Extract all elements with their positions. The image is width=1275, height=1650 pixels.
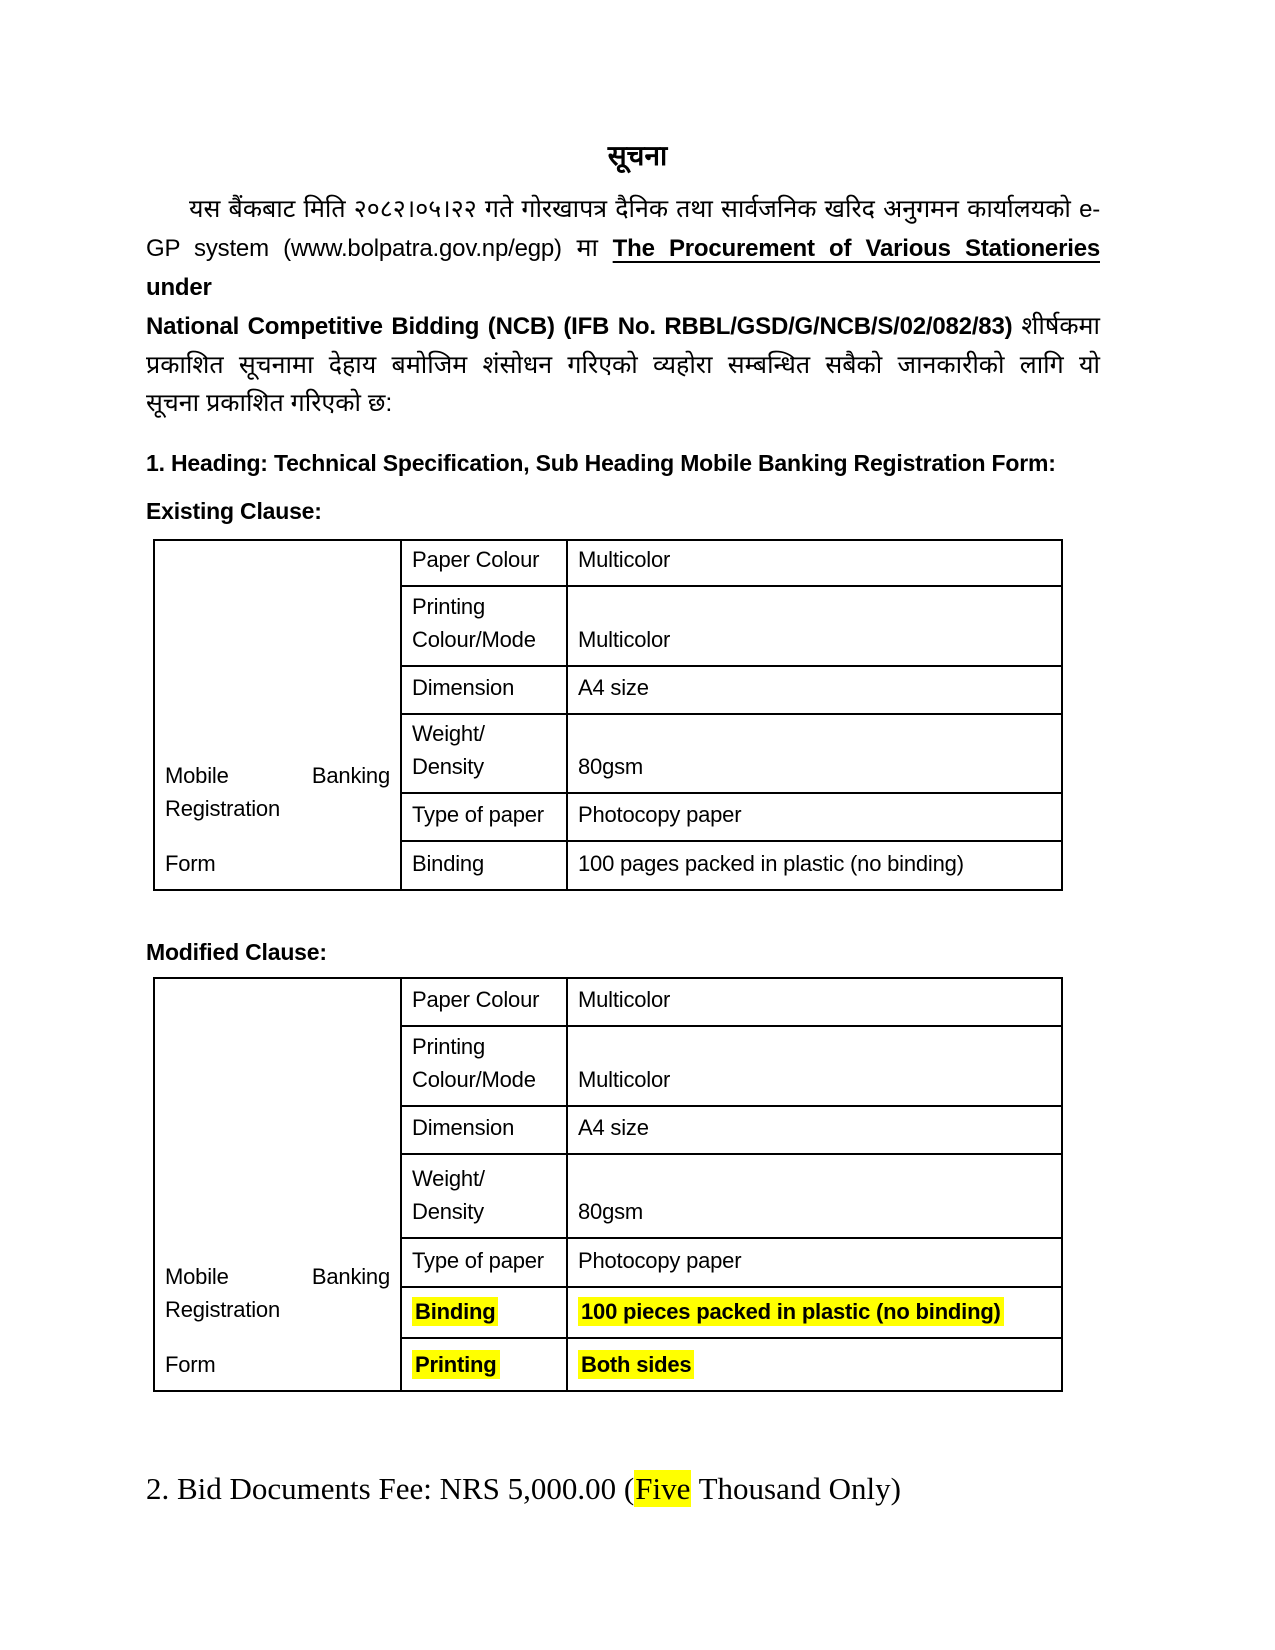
spec-label-cell: Paper Colour <box>401 540 567 586</box>
existing-clause-table <box>153 539 1063 891</box>
intro-line-2 <box>146 229 1100 307</box>
spec-label-cell: Paper Colour <box>401 978 567 1026</box>
intro-line2-nepali: मा <box>576 234 598 262</box>
spec-value-cell: Photocopy paper <box>567 1238 1062 1287</box>
highlighted-label: Binding <box>412 1297 498 1326</box>
intro-line-5 <box>146 384 1100 422</box>
procurement-title-underlined: The Procurement of Various Stationeries <box>612 235 1100 262</box>
highlighted-value: 100 pieces packed in plastic (no binding) <box>578 1297 1004 1326</box>
item-name-cell <box>154 540 401 890</box>
table-row <box>154 978 1062 1026</box>
intro-line-3 <box>146 307 1100 346</box>
page-title: सूचना <box>607 140 668 171</box>
ifb-number-text: National Competitive Bidding (NCB) (IFB No. RBBL/GSD/G/NCB/S/02/082/83) <box>146 313 1013 340</box>
bid-documents-fee-line <box>146 1468 1275 1510</box>
spec-value-cell: 80gsm <box>567 714 1062 793</box>
spec-label-cell: Printing Colour/Mode <box>401 1026 567 1106</box>
item-name-line1: Mobile Banking Registration <box>165 1264 390 1322</box>
spec-value-cell: Multicolor <box>567 1026 1062 1106</box>
spec-label-cell-highlighted <box>401 1338 567 1391</box>
spec-value-cell: Multicolor <box>567 978 1062 1026</box>
spec-label-cell: Binding <box>401 841 567 890</box>
spec-value-cell: 100 pages packed in plastic (no binding) <box>567 841 1062 890</box>
spec-value-cell: Multicolor <box>567 586 1062 666</box>
spec-value-cell: Photocopy paper <box>567 793 1062 841</box>
spec-label-cell: Weight/ Density <box>401 714 567 793</box>
fee-prefix: 2. Bid Documents Fee: NRS 5,000.00 ( <box>146 1471 635 1506</box>
spec-value-cell: Multicolor <box>567 540 1062 586</box>
modified-clause-label: Modified Clause: <box>146 939 327 965</box>
item-name-line2: Form <box>165 851 216 876</box>
fee-suffix: Thousand Only) <box>691 1471 901 1506</box>
intro-line1-latin: e- <box>1079 196 1101 223</box>
modified-clause-table <box>153 977 1063 1392</box>
intro-line5-nepali: सूचना प्रकाशित गरिएको छ: <box>146 389 393 417</box>
intro-line-4 <box>146 346 1100 384</box>
spec-label-cell: Type of paper <box>401 1238 567 1287</box>
intro-line2-bold-tail: under <box>146 274 212 301</box>
spec-value-cell-highlighted <box>567 1287 1062 1338</box>
existing-clause-label: Existing Clause: <box>146 498 322 524</box>
spec-value-cell: A4 size <box>567 1106 1062 1154</box>
intro-paragraph <box>146 190 1100 422</box>
item-name-line2: Form <box>165 1352 216 1377</box>
intro-line-1 <box>146 190 1100 229</box>
spec-label-cell: Dimension <box>401 1106 567 1154</box>
intro-line4-nepali: प्रकाशित सूचनामा देहाय बमोजिम शंसोधन गरिएको व्यहोरा सम्बन्धित सबैको जानकारीको लागि यो <box>146 351 1100 379</box>
spec-value-cell: A4 size <box>567 666 1062 714</box>
item-name-line1: Mobile Banking Registration <box>165 763 390 821</box>
intro-line1-nepali: यस बैंकबाट मिति २०८२।०५।२२ गते गोरखापत्र दैनिक तथा सार्वजनिक खरिद अनुगमन कार्यालयको <box>189 195 1071 223</box>
table-row <box>154 540 1062 586</box>
spec-label-cell: Weight/ Density <box>401 1154 567 1238</box>
spec-label-cell: Printing Colour/Mode <box>401 586 567 666</box>
fee-highlighted-word: Five <box>635 1471 691 1506</box>
intro-line3-nepali: शीर्षकमा <box>1021 312 1100 340</box>
section1-heading: 1. Heading: Technical Specification, Sub Heading Mobile Banking Registration Form: <box>146 450 1056 476</box>
spec-value-cell: 80gsm <box>567 1154 1062 1238</box>
item-name-cell <box>154 978 401 1391</box>
spec-label-cell: Type of paper <box>401 793 567 841</box>
highlighted-value: Both sides <box>578 1350 694 1379</box>
spec-label-cell-highlighted <box>401 1287 567 1338</box>
highlighted-label: Printing <box>412 1350 500 1379</box>
spec-label-cell: Dimension <box>401 666 567 714</box>
spec-value-cell-highlighted <box>567 1338 1062 1391</box>
intro-line2-latin: GP system (www.bolpatra.gov.np/egp) <box>146 235 562 262</box>
